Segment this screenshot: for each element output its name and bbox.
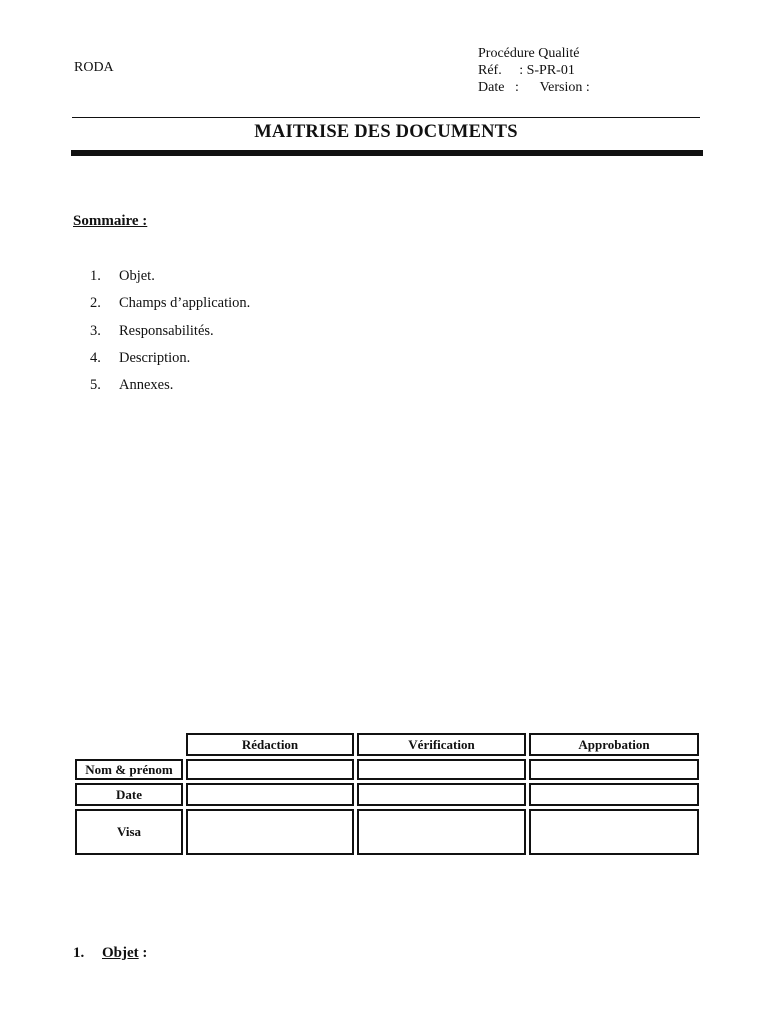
summary-item — [90, 348, 250, 375]
summary-item — [90, 266, 250, 293]
summary-item-number: 4. — [90, 349, 101, 366]
table-cell — [529, 783, 699, 806]
summary-item-number: 1. — [90, 268, 101, 284]
procedure-type: Procédure Qualité — [478, 46, 580, 61]
row-header-visa: Visa — [75, 809, 183, 855]
row-header-nom-prenom: Nom & prénom — [75, 759, 183, 780]
reference-value: : S-PR-01 — [519, 63, 575, 78]
date-label: Date — [478, 80, 505, 95]
summary-item-label: Description. — [119, 349, 191, 366]
table-row — [75, 783, 699, 806]
reference-label: Réf. — [478, 63, 502, 78]
section-suffix: : — [138, 945, 148, 961]
summary-item-label: Objet. — [119, 268, 155, 284]
column-header-verification: Vérification — [357, 733, 526, 756]
table-row — [75, 759, 699, 780]
date-version-line — [478, 79, 590, 96]
summary-item-number: 5. — [90, 377, 101, 394]
table-header-row — [75, 733, 699, 756]
summary-item-number: 2. — [90, 295, 101, 312]
table-cell — [357, 759, 526, 780]
summary-heading: Sommaire : — [73, 213, 148, 229]
table-cell — [529, 759, 699, 780]
summary-item-number: 3. — [90, 322, 101, 339]
summary-item — [90, 321, 250, 348]
section-label: Objet — [102, 945, 139, 961]
document-reference-block — [478, 45, 590, 96]
company-name: RODA — [74, 60, 114, 75]
table-corner-cell — [75, 733, 183, 756]
table-cell — [357, 783, 526, 806]
summary-item-label: Champs d’application. — [119, 295, 251, 312]
section-heading-objet — [73, 945, 147, 962]
document-title: MAITRISE DES DOCUMENTS — [254, 122, 518, 142]
section-number: 1. — [73, 945, 85, 961]
column-header-redaction: Rédaction — [186, 733, 354, 756]
table-row — [75, 809, 699, 855]
header-divider-thick — [71, 150, 703, 156]
table-cell — [529, 809, 699, 855]
table-cell — [186, 783, 354, 806]
header-divider-thin — [72, 117, 700, 118]
signature-table — [72, 730, 702, 858]
summary-item — [90, 293, 250, 320]
date-separator: : — [514, 80, 519, 95]
table-cell — [186, 759, 354, 780]
summary-item-label: Annexes. — [119, 377, 174, 394]
row-header-date: Date — [75, 783, 183, 806]
column-header-approbation: Approbation — [529, 733, 699, 756]
summary-list — [90, 266, 250, 402]
reference-line — [478, 62, 590, 79]
table-cell — [186, 809, 354, 855]
table-cell — [357, 809, 526, 855]
summary-item — [90, 375, 250, 402]
version-label: Version : — [539, 80, 590, 95]
summary-item-label: Responsabilités. — [119, 322, 214, 339]
